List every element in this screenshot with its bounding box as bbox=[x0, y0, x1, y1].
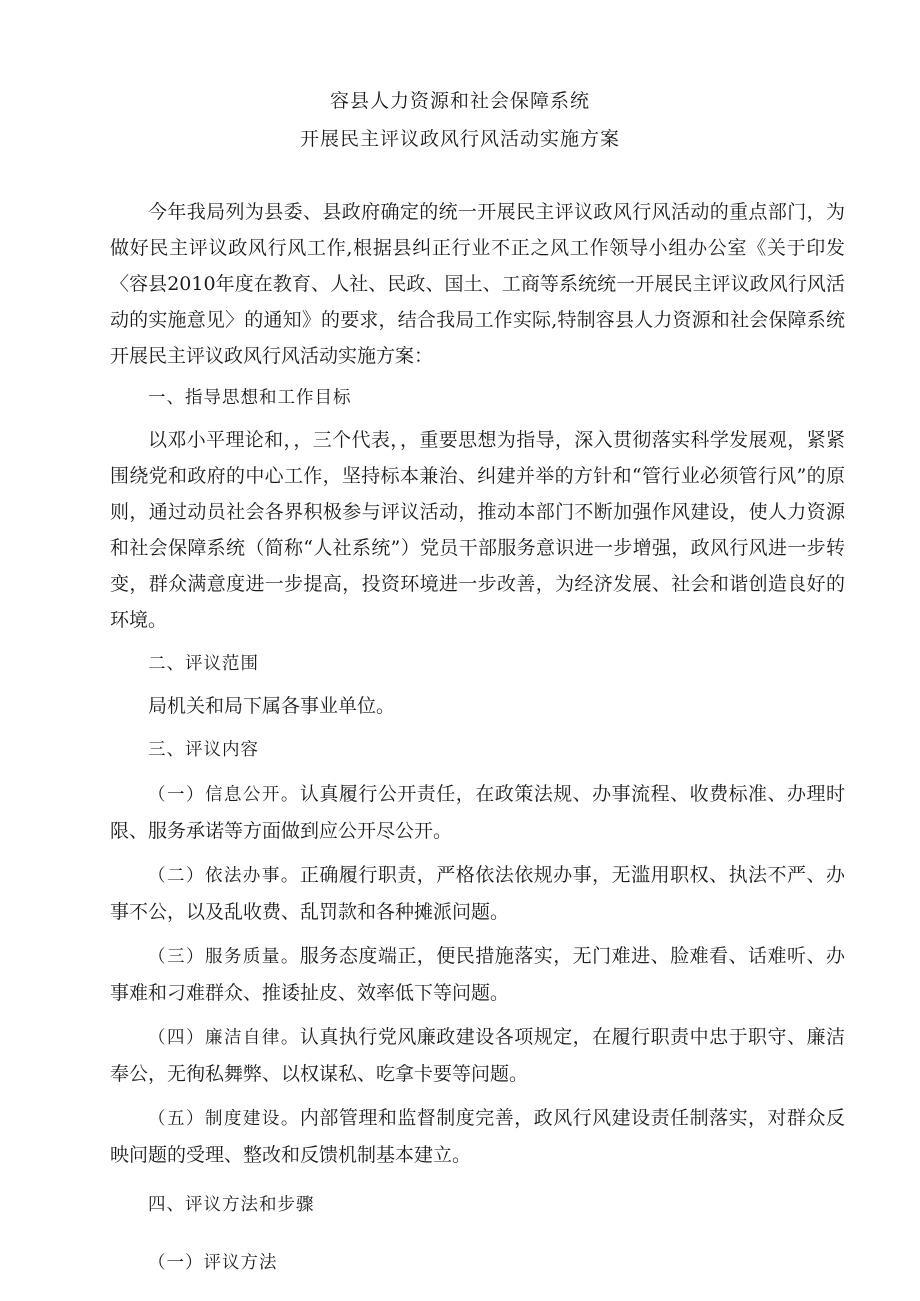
section-3-heading: 三、评议内容 bbox=[148, 740, 259, 760]
section-1-heading: 一、指导思想和工作目标 bbox=[148, 388, 352, 408]
document-title-line-2: 开展民主评议政风行风活动实施方案 bbox=[299, 128, 620, 150]
content-item-1-label: （一）信息公开。 bbox=[148, 785, 300, 805]
document-title-line-1: 容县人力资源和社会保障系统 bbox=[329, 90, 590, 112]
content-item-4-text: 认真执行党风廉政建设各项规定，在履行职责中忠于职守、廉洁奉公，无徇私舞弊、以权谋私、吃拿卡要等问题。 bbox=[110, 1026, 845, 1085]
section-2-paragraph: 局机关和局下属各事业单位。 bbox=[148, 695, 396, 717]
section-4-subheading-1: （一）评议方法 bbox=[148, 1253, 278, 1273]
content-item-5-label: （五）制度建设。 bbox=[148, 1109, 300, 1129]
content-item-1-text: 认真履行公开责任，在政策法规、办事流程、收费标准、办理时限、服务承诺等方面做到应公开尽公开。 bbox=[110, 783, 845, 842]
content-item-4-label: （四）廉洁自律。 bbox=[148, 1028, 300, 1048]
content-item-2-label: （二）依法办事。 bbox=[148, 866, 300, 886]
content-item-4 bbox=[110, 1019, 845, 1092]
content-item-3-text: 服务态度端正，便民措施落实，无门难进、脸难看、话难听、办事难和刁难群众、推诿扯皮、效率低下等问题。 bbox=[110, 945, 845, 1004]
content-item-5 bbox=[110, 1100, 845, 1173]
section-1-paragraph: 以邓小平理论和，，三个代表，，重要思想为指导，深入贯彻落实科学发展观，紧紧围绕党和政府的中心工作，坚持标本兼治、纠建并举的方针和“管行业必须管行风”的原则，通过动员社会各界积极参与评议活动，推动本部门不断加强作风建设，使人力资源和社会保障系统（简称“人社系统”）党员干部服务意识进一步增强，政风行风进一步转变，群众满意度进一步提高，投资环境进一步改善，为经济发展、社会和谐创造良好的环境。 bbox=[110, 429, 845, 631]
intro-paragraph: 今年我局列为县委、县政府确定的统一开展民主评议政风行风活动的重点部门，为做好民主评议政风行风工作,根据县纠正行业不正之风工作领导小组办公室《关于印发〈容县2010年度在教育、人社、民政、国土、工商等系统统一开展民主评议政风行风活动的实施意见〉的通知》的要求，结合我局工作实际,特制容县人力资源和社会保障系统开展民主评议政风行风活动实施方案： bbox=[110, 201, 845, 367]
content-item-5-text: 内部管理和监督制度完善，政风行风建设责任制落实，对群众反映问题的受理、整改和反馈机制基本建立。 bbox=[110, 1107, 845, 1166]
content-item-2-text: 正确履行职责，严格依法依规办事，无滥用职权、执法不严、办事不公，以及乱收费、乱罚款和各种摊派问题。 bbox=[110, 864, 845, 923]
document-body bbox=[110, 194, 845, 1281]
content-item-3-label: （三）服务质量。 bbox=[148, 947, 300, 967]
content-item-3 bbox=[110, 938, 845, 1011]
content-item-1 bbox=[110, 776, 845, 849]
section-4-heading: 四、评议方法和步骤 bbox=[148, 1195, 315, 1215]
content-item-2 bbox=[110, 857, 845, 930]
section-2-heading: 二、评议范围 bbox=[148, 654, 259, 674]
